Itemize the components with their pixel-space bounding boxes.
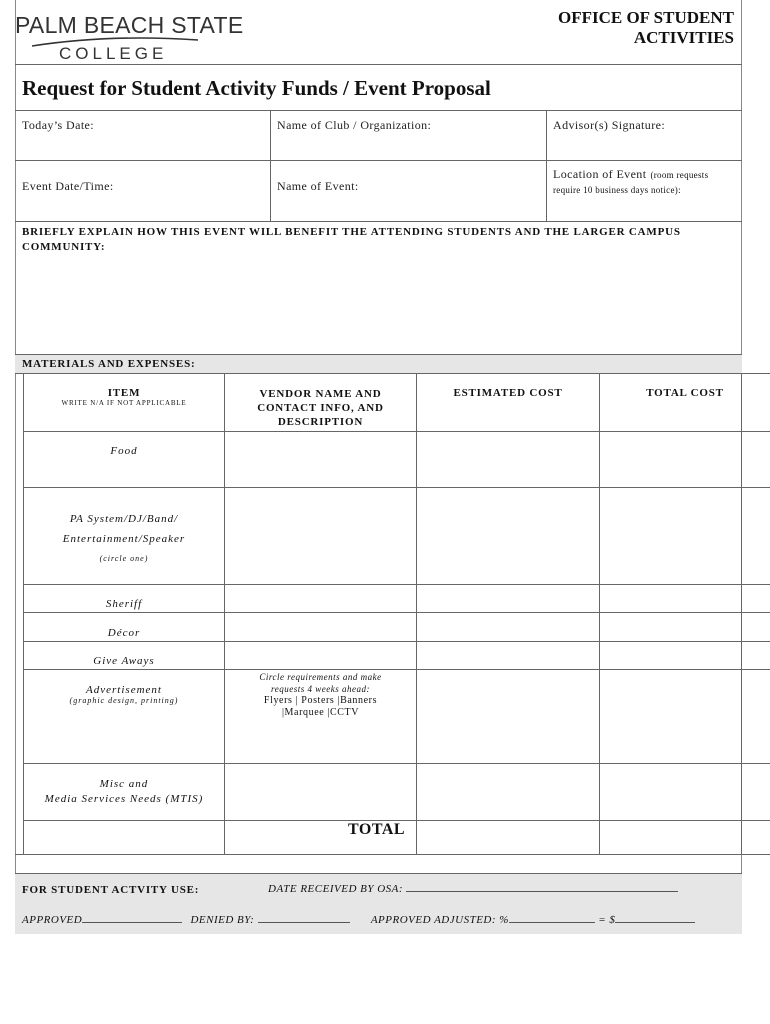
date-received-field[interactable] — [268, 883, 678, 895]
adv-vendor-line2: requests 4 weeks ahead: — [271, 684, 370, 694]
row-label-food: Food — [110, 445, 138, 457]
divider — [15, 873, 742, 874]
vendor-header-line3: DESCRIPTION — [277, 416, 364, 428]
divider — [15, 64, 742, 65]
table-border — [599, 373, 600, 854]
benefit-prompt-line1: BRIEFLY EXPLAIN HOW THIS EVENT WILL BENEFIT THE ATTENDING STUDENTS AND THE LARGER CAMPUS — [22, 226, 681, 238]
table-row-border — [23, 584, 770, 585]
materials-heading: MATERIALS AND EXPENSES: — [22, 358, 196, 370]
denied-blank[interactable] — [258, 922, 350, 923]
location-note: require 10 business days notice): — [553, 185, 681, 195]
form-title: Request for Student Activity Funds / Event Proposal — [22, 76, 491, 100]
advisor-signature-field[interactable]: Advisor(s) Signature: — [553, 118, 666, 132]
table-row-border — [23, 431, 770, 432]
adv-vendor-line4: |Marquee |CCTV — [281, 707, 360, 718]
divider — [15, 354, 742, 355]
adv-vendor-line1: Circle requirements and make — [259, 672, 382, 682]
divider — [15, 110, 742, 111]
pa-label-line1: PA System/DJ/Band/ — [69, 513, 179, 525]
event-datetime-field[interactable]: Event Date/Time: — [22, 179, 114, 193]
table-border — [416, 373, 417, 854]
pa-label-note: (circle one) — [99, 554, 149, 563]
row-label-decor: Décor — [107, 627, 141, 639]
office-title — [494, 8, 734, 48]
divider — [15, 373, 770, 374]
amount-blank[interactable] — [615, 922, 695, 923]
row-label-misc — [24, 777, 224, 807]
location-label: Location of Event — [553, 167, 647, 181]
adv-label-note: (graphic design, printing) — [69, 696, 179, 705]
misc-label-line2: Media Services Needs (MTIS) — [44, 793, 204, 805]
table-row-border — [23, 487, 770, 488]
adv-vendor-instructions — [225, 671, 416, 719]
col-header-vendor — [225, 387, 416, 429]
total-label: TOTAL — [348, 821, 406, 838]
event-location-field[interactable] — [553, 167, 739, 197]
table-row-border — [23, 612, 770, 613]
row-label-giveaways: Give Aways — [93, 655, 155, 667]
vendor-header-line1: VENDOR NAME AND — [259, 388, 382, 400]
approved-label: APPROVED — [22, 914, 83, 926]
divider — [15, 221, 742, 222]
todays-date-field[interactable]: Today’s Date: — [22, 118, 95, 132]
divider — [15, 160, 742, 161]
pa-label-line2: Entertainment/Speaker — [62, 533, 186, 545]
table-border — [224, 373, 225, 854]
item-header-note: WRITE N/A IF NOT APPLICABLE — [61, 399, 187, 407]
event-name-field[interactable]: Name of Event: — [277, 179, 359, 193]
table-row-border — [15, 854, 770, 855]
date-received-blank — [406, 891, 678, 892]
misc-label-line1: Misc and — [99, 778, 149, 790]
office-use-heading: FOR STUDENT ACTVITY USE: — [22, 884, 200, 896]
adv-label: Advertisement — [86, 684, 162, 696]
table-border — [741, 373, 742, 854]
vendor-header-line2: CONTACT INFO, AND — [257, 402, 384, 414]
table-row-border — [23, 641, 770, 642]
divider — [270, 110, 271, 221]
approval-row — [22, 914, 695, 926]
table-row-border — [23, 669, 770, 670]
approved-adjusted-label: APPROVED ADJUSTED: % — [370, 914, 509, 926]
row-label-pa-system — [24, 509, 224, 569]
club-name-field[interactable]: Name of Club / Organization: — [277, 118, 432, 132]
office-title-line2: ACTIVITIES — [633, 28, 734, 47]
college-logo-text: PALM BEACH STATE — [15, 12, 244, 38]
college-logo-subtext: COLLEGE — [59, 44, 168, 63]
approved-blank[interactable] — [82, 922, 182, 923]
event-benefit-field[interactable] — [22, 225, 737, 255]
office-title-line1: OFFICE OF STUDENT — [557, 8, 734, 27]
benefit-prompt-line2: COMMUNITY: — [22, 241, 106, 253]
denied-label: DENIED BY: — [190, 914, 255, 926]
col-header-total-cost: TOTAL COST — [646, 387, 724, 399]
divider — [546, 110, 547, 221]
location-note: (room requests — [650, 170, 709, 180]
equals-dollar-label: = $ — [598, 914, 616, 926]
date-received-label: DATE RECEIVED BY OSA: — [268, 883, 404, 895]
row-label-sheriff: Sheriff — [105, 598, 143, 610]
approved-adjusted-blank[interactable] — [509, 922, 595, 923]
item-header-label: ITEM — [107, 387, 141, 399]
col-header-item — [24, 387, 224, 407]
table-row-border — [23, 763, 770, 764]
row-label-advertisement — [24, 684, 224, 705]
adv-vendor-line3: Flyers | Posters |Banners — [263, 695, 378, 706]
col-header-estimated-cost: ESTIMATED COST — [453, 387, 563, 399]
